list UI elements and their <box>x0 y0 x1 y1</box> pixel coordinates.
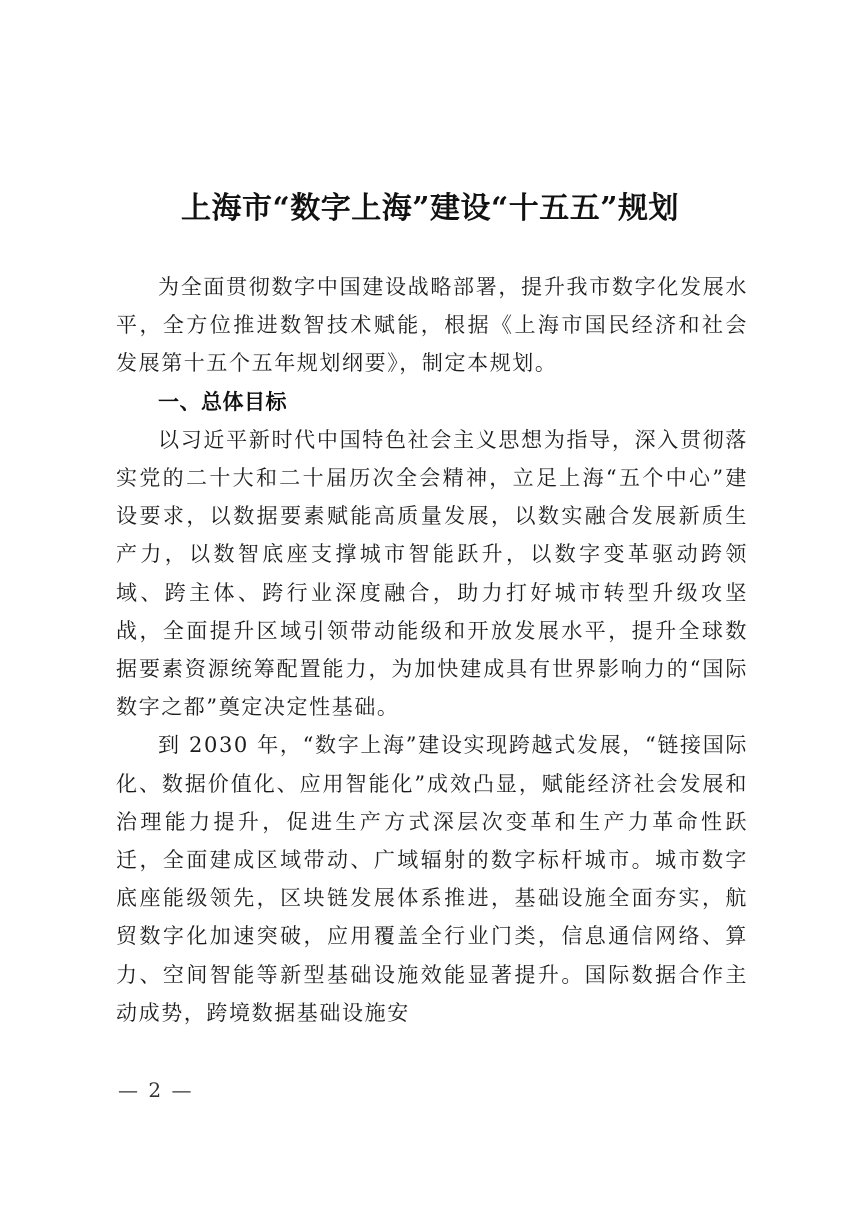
document-title: 上海市“数字上海”建设“十五五”规划 <box>180 191 680 226</box>
body-paragraph-2: 到 2030 年，“数字上海”建设实现跨越式发展，“链接国际化、数据价值化、应用智能化”成效凸显，赋能经济社会发展和治理能力提升，促进生产方式深层次变革和生产力革命性跃迁，全面建成区域带动、广域辐射的数字标杆城市。城市数字底座能级领先，区块链发展体系推进，基础设施全面夯实，航贸数字化加速突破，应用覆盖全行业门类，信息通信网络、算力、空间智能等新型基础设施效能显著提升。国际数据合作主动成势，跨境数据基础设施安 <box>116 733 748 1025</box>
document-body <box>116 268 748 1032</box>
section-heading: 一、总体目标 <box>158 389 287 414</box>
page-number: — 2 — <box>118 1078 194 1102</box>
body-paragraph-1: 以习近平新时代中国特色社会主义思想为指导，深入贯彻落实党的二十大和二十届历次全会精神，立足上海“五个中心”建设要求，以数据要素赋能高质量发展，以数实融合发展新质生产力，以数智底座支撑城市智能跃升，以数字变革驱动跨领域、跨主体、跨行业深度融合，助力打好城市转型升级攻坚战，全面提升区域引领带动能级和开放发展水平，提升全球数据要素资源统筹配置能力，为加快建成具有世界影响力的“国际数字之都”奠定决定性基础。 <box>116 427 748 720</box>
intro-paragraph: 为全面贯彻数字中国建设战略部署，提升我市数字化发展水平，全方位推进数智技术赋能，根据《上海市国民经济和社会发展第十五个五年规划纲要》，制定本规划。 <box>116 275 748 376</box>
